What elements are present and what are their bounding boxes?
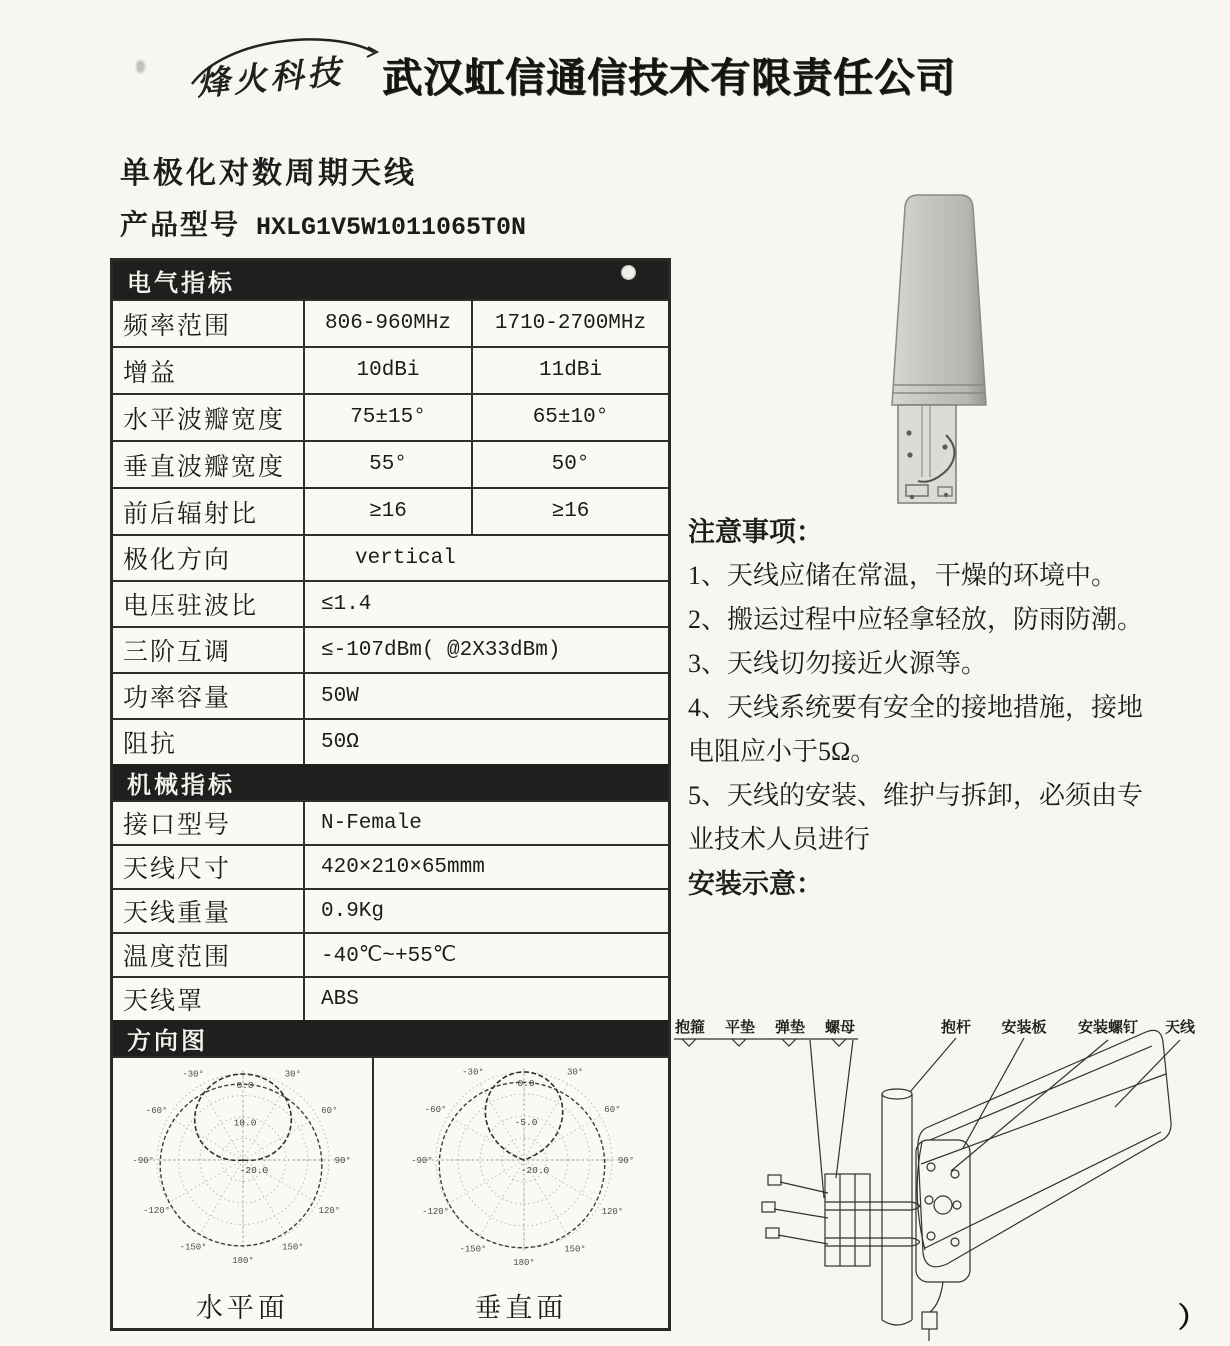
angle-tick-label: 90°: [617, 1156, 635, 1166]
pattern-body: [113, 1056, 668, 1328]
electrical-section-header: [113, 261, 668, 299]
bolt-head: [768, 1175, 781, 1185]
row-value: 75±15°: [303, 395, 471, 440]
mount-plate: [898, 405, 956, 503]
leader-line: [910, 1038, 956, 1092]
angle-tick-label: -120°: [421, 1207, 450, 1218]
row-label: 阻抗: [123, 731, 178, 758]
spec-row: [113, 299, 668, 346]
radial-scale-label: -5.0: [514, 1116, 538, 1128]
angle-tick-label: 180°: [513, 1258, 535, 1269]
radome-shape: [892, 195, 986, 405]
spec-row: [113, 932, 668, 976]
row-label: 温度范围: [123, 944, 232, 971]
install-label: 弹垫: [774, 1020, 806, 1036]
note-item: 4、天线系统要有安全的接地措施，接地电阻应小于5Ω。: [688, 693, 1144, 766]
install-diagram: [660, 1012, 1225, 1346]
radial-scale-label: -20.0: [240, 1165, 269, 1176]
angle-tick-label: 120°: [601, 1207, 624, 1218]
row-value: 65±10°: [471, 395, 668, 440]
label-notch: [782, 1039, 796, 1046]
grid-spoke: [200, 1160, 243, 1234]
pattern-section-title: 方向图: [127, 1027, 208, 1055]
pattern-caption-vertical: 垂直面: [474, 1292, 568, 1323]
row-label: 频率范围: [123, 312, 232, 340]
spec-row: [113, 718, 668, 764]
mechanical-rows: [113, 800, 668, 1020]
row-label: 天线尺寸: [123, 856, 232, 883]
row-label: 天线罩: [123, 988, 205, 1015]
logo-text: 烽火科技: [195, 54, 346, 104]
row-value: ≤-107dBm( @2X33dBm): [303, 628, 668, 672]
angle-tick-label: 150°: [564, 1244, 586, 1255]
scan-artifact-dot: [621, 265, 636, 280]
mechanical-section-title: 机械指标: [127, 771, 235, 799]
install-label: 螺母: [824, 1020, 856, 1036]
note-item: 2、搬运过程中应轻拿轻放，防雨防潮。: [688, 605, 1144, 634]
radial-scale-label: 10.0: [234, 1117, 257, 1129]
spec-row: [113, 626, 668, 672]
notes-list: [688, 554, 1143, 862]
electrical-single-rows: [113, 534, 668, 764]
plate-hole: [951, 1170, 959, 1178]
note-item: 1、天线应储在常温，干燥的环境中。: [688, 561, 1118, 590]
grid-spoke: [480, 1160, 524, 1236]
install-label: 安装螺钉: [1077, 1020, 1139, 1036]
row-label: 极化方向: [123, 547, 232, 574]
spec-row: [113, 672, 668, 718]
row-value: ABS: [303, 978, 668, 1020]
pole-top: [882, 1089, 912, 1099]
label-notch: [682, 1039, 696, 1046]
label-notch: [832, 1039, 846, 1046]
angle-tick-label: -30°: [462, 1067, 484, 1078]
row-label: 电压驻波比: [123, 593, 259, 620]
row-value: 420×210×65mmm: [303, 846, 668, 888]
leader-line: [1115, 1040, 1180, 1107]
leader-line: [963, 1038, 1024, 1148]
antenna-line: [921, 1074, 1166, 1164]
angle-tick-label: -90°: [411, 1156, 433, 1166]
row-value: 11dBi: [471, 348, 668, 393]
antenna-photo: [850, 185, 1025, 510]
install-title: 安装示意：: [688, 869, 823, 899]
mechanical-section-header: [113, 764, 668, 800]
row-label: 接口型号: [123, 812, 232, 839]
antenna-body: [918, 1030, 1171, 1266]
install-label: 平垫: [724, 1020, 756, 1036]
install-label: 安装板: [1001, 1020, 1047, 1036]
row-value: vertical: [303, 536, 668, 580]
angle-tick-label: -150°: [180, 1242, 208, 1253]
row-value: 55°: [303, 442, 471, 487]
angle-tick-label: -90°: [132, 1156, 155, 1166]
angle-tick-label: -150°: [459, 1244, 487, 1255]
clamp-strap: [825, 1202, 920, 1210]
pole-bottom: [882, 1320, 912, 1325]
model-number: HXLG1V5W1011065T0N: [256, 213, 527, 242]
grid-spoke: [169, 1117, 243, 1160]
note-item: 3、天线切勿接近火源等。: [688, 649, 988, 678]
clamp-bolt: [774, 1182, 828, 1244]
plate-hole: [925, 1196, 933, 1204]
polar-plot-vertical: [376, 1058, 666, 1282]
spec-row: [113, 393, 668, 440]
notes: [688, 510, 1143, 906]
angle-tick-label: -120°: [143, 1205, 171, 1216]
row-value: 806-960MHz: [303, 301, 471, 346]
row-value: 0.9Kg: [303, 890, 668, 932]
spec-row: [113, 976, 668, 1020]
spec-row: [113, 844, 668, 888]
polar-plot-horizontal: [113, 1058, 371, 1282]
radial-scale-label: 0.0: [236, 1079, 254, 1091]
note-item: 5、天线的安装、维护与拆卸，必须由专业技术人员进行: [688, 781, 1144, 854]
clamp-bracket: [840, 1174, 855, 1266]
angle-tick-label: 120°: [319, 1205, 341, 1216]
angle-tick-label: 90°: [335, 1156, 352, 1166]
row-value: 50W: [303, 674, 668, 718]
grid-spoke: [169, 1160, 243, 1203]
pattern-section-header: [113, 1020, 668, 1056]
pattern-cell-vertical: [374, 1058, 668, 1328]
scan-smudge: [136, 60, 145, 73]
leader-line: [810, 1040, 824, 1198]
row-value: ≥16: [303, 489, 471, 534]
radial-scale-label: 0.0: [517, 1078, 535, 1090]
row-label: 垂直波瓣宽度: [123, 453, 286, 481]
angle-tick-label: 60°: [321, 1106, 338, 1117]
connector: [922, 1312, 937, 1329]
row-label: 水平波瓣宽度: [123, 406, 286, 434]
pattern-caption-horizontal: 水平面: [195, 1292, 289, 1323]
model-line: [120, 203, 526, 243]
angle-tick-label: 60°: [604, 1104, 621, 1115]
spec-table: [110, 258, 671, 1331]
row-value: ≥16: [471, 489, 668, 534]
spec-row: [113, 888, 668, 932]
spec-row: [113, 440, 668, 487]
radial-scale-label: -20.0: [520, 1165, 550, 1176]
grid-spoke: [448, 1160, 524, 1204]
clamp-bracket: [825, 1174, 870, 1266]
row-label: 功率容量: [123, 685, 232, 712]
row-label: 增益: [123, 359, 178, 387]
row-value: 50°: [471, 442, 668, 487]
install-label: 抱杆: [940, 1020, 972, 1036]
spec-row: [113, 800, 668, 844]
pattern-cell-horizontal: [113, 1058, 374, 1328]
install-label: 天线: [1164, 1020, 1196, 1036]
row-value: 1710-2700MHz: [471, 301, 668, 346]
spec-row: [113, 346, 668, 393]
row-label: 天线重量: [123, 900, 232, 927]
row-value: 50Ω: [303, 720, 668, 764]
label-notch: [732, 1039, 746, 1046]
angle-tick-label: 180°: [232, 1255, 255, 1266]
angle-tick-label: -60°: [424, 1104, 447, 1115]
company-name: 武汉虹信通信技术有限责任公司: [382, 56, 956, 100]
row-value: -40℃~+55℃: [303, 934, 668, 976]
angle-tick-label: 150°: [282, 1242, 305, 1253]
spec-row: [113, 580, 668, 626]
row-value: ≤1.4: [303, 582, 668, 626]
row-label: 三阶互调: [123, 639, 232, 666]
clamp-strap: [825, 1238, 920, 1246]
row-value: 10dBi: [303, 348, 471, 393]
spec-row: [113, 534, 668, 580]
plate-hole: [927, 1163, 935, 1171]
plate-hole: [951, 1238, 959, 1246]
grid-spoke: [448, 1116, 524, 1160]
company-logo: [178, 26, 388, 118]
plate-hub: [934, 1196, 952, 1214]
plate-hole: [927, 1232, 935, 1240]
page-title: 单极化对数周期天线: [120, 157, 417, 190]
electrical-dual-rows: [113, 299, 668, 534]
row-value: N-Female: [303, 802, 668, 844]
cable: [930, 1282, 943, 1312]
leader-line: [951, 1040, 1108, 1171]
electrical-section-title: 电气指标: [127, 269, 235, 297]
model-label: 产品型号: [120, 209, 241, 240]
spec-row: [113, 487, 668, 534]
angle-tick-label: -60°: [146, 1106, 168, 1117]
angle-tick-label: -30°: [182, 1069, 205, 1080]
plate-hole: [953, 1201, 961, 1209]
row-label: 前后辐射比: [123, 500, 259, 528]
notes-title: 注意事项：: [688, 517, 823, 547]
install-label: 抱箍: [674, 1020, 706, 1036]
scan-mark: ）: [1178, 1302, 1207, 1333]
bolt-head: [766, 1228, 779, 1238]
angle-tick-label: 30°: [285, 1069, 302, 1080]
antenna-line: [930, 1046, 1152, 1140]
leader-line: [836, 1040, 853, 1178]
bolt-head: [762, 1202, 775, 1212]
angle-tick-label: 30°: [566, 1067, 584, 1078]
